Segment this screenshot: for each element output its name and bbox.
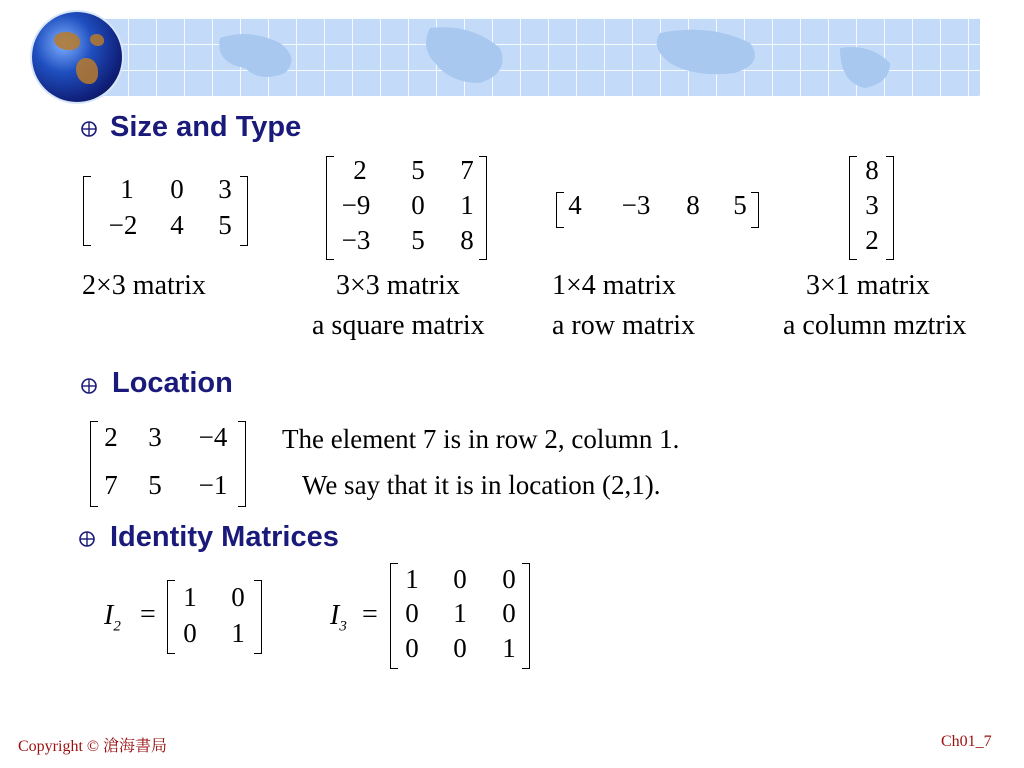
matrix-entry: 1 [183,582,197,612]
matrix-entry: 4 [170,210,184,240]
matrix-size-label: 1×4 matrix [552,270,676,301]
matrix-entry: −1 [198,470,228,500]
identity-symbol: I [330,600,340,631]
equals-sign: = [362,599,378,630]
left-bracket [83,176,91,246]
matrix-entry: −9 [341,190,371,220]
matrix-entry: 0 [502,598,516,628]
matrix-size-label: 3×3 matrix [336,270,460,301]
matrix-type-label: a column mztrix [783,310,967,341]
section-heading-identity: Identity Matrices [110,521,339,553]
matrix-entry: 2 [865,225,879,255]
equals-sign: = [140,599,156,630]
matrix-entry: 5 [411,225,425,255]
matrix-entry: 0 [411,190,425,220]
matrix-entry: 1 [460,190,474,220]
identity-subscript: 2 [113,618,121,635]
matrix-entry: 5 [148,470,162,500]
matrix-entry: −3 [621,190,651,220]
globe-bullet-icon [80,120,98,138]
matrix-entry: 0 [170,174,184,204]
matrix-entry: 3 [148,422,162,452]
identity-subscript: 3 [339,618,347,635]
matrix-entry: 0 [183,618,197,648]
matrix-entry: 1 [120,174,134,204]
matrix-entry: 1 [405,564,419,594]
matrix-entry: −4 [198,422,228,452]
world-map-watermark [100,18,980,96]
matrix-size-label: 2×3 matrix [82,270,206,301]
matrix-entry: 2 [353,155,367,185]
matrix-entry: 8 [865,155,879,185]
matrix-entry: −3 [341,225,371,255]
matrix-entry: 1 [502,633,516,663]
globe-bullet-icon [78,530,96,548]
matrix-entry: 1 [453,598,467,628]
matrix-entry: 8 [686,190,700,220]
header-banner [100,18,980,96]
matrix-entry: 2 [104,422,118,452]
matrix-entry: 0 [502,564,516,594]
identity-symbol: I [104,600,114,631]
matrix-size-label: 3×1 matrix [806,270,930,301]
matrix-entry: 0 [453,564,467,594]
matrix-entry: 5 [411,155,425,185]
location-statement: We say that it is in location (2,1). [302,470,661,500]
matrix-entry: 0 [453,633,467,663]
matrix-entry: 0 [405,633,419,663]
matrix-type-label: a row matrix [552,310,696,341]
section-heading-location: Location [112,367,233,399]
matrix-entry: 0 [231,582,245,612]
matrix-entry: 5 [733,190,747,220]
matrix-entry: 7 [104,470,118,500]
location-statement: The element 7 is in row 2, column 1. [282,424,680,454]
globe-bullet-icon [80,377,98,395]
section-heading-size-type: Size and Type [110,111,302,143]
matrix-entry: 1 [231,618,245,648]
footer-page-number: Ch01_7 [941,733,992,750]
matrix-entry: 7 [460,155,474,185]
matrix-entry: 8 [460,225,474,255]
footer-copyright: Copyright © 滄海書局 [18,738,168,755]
matrix-entry: 5 [218,210,232,240]
globe-logo [32,12,122,102]
matrix-entry: −2 [108,210,138,240]
matrix-type-label: a square matrix [312,310,485,341]
matrix-entry: 0 [405,598,419,628]
matrix-entry: 3 [218,174,232,204]
matrix-entry: 4 [568,190,582,220]
right-bracket [238,421,246,507]
matrix-entry: 3 [865,190,879,220]
